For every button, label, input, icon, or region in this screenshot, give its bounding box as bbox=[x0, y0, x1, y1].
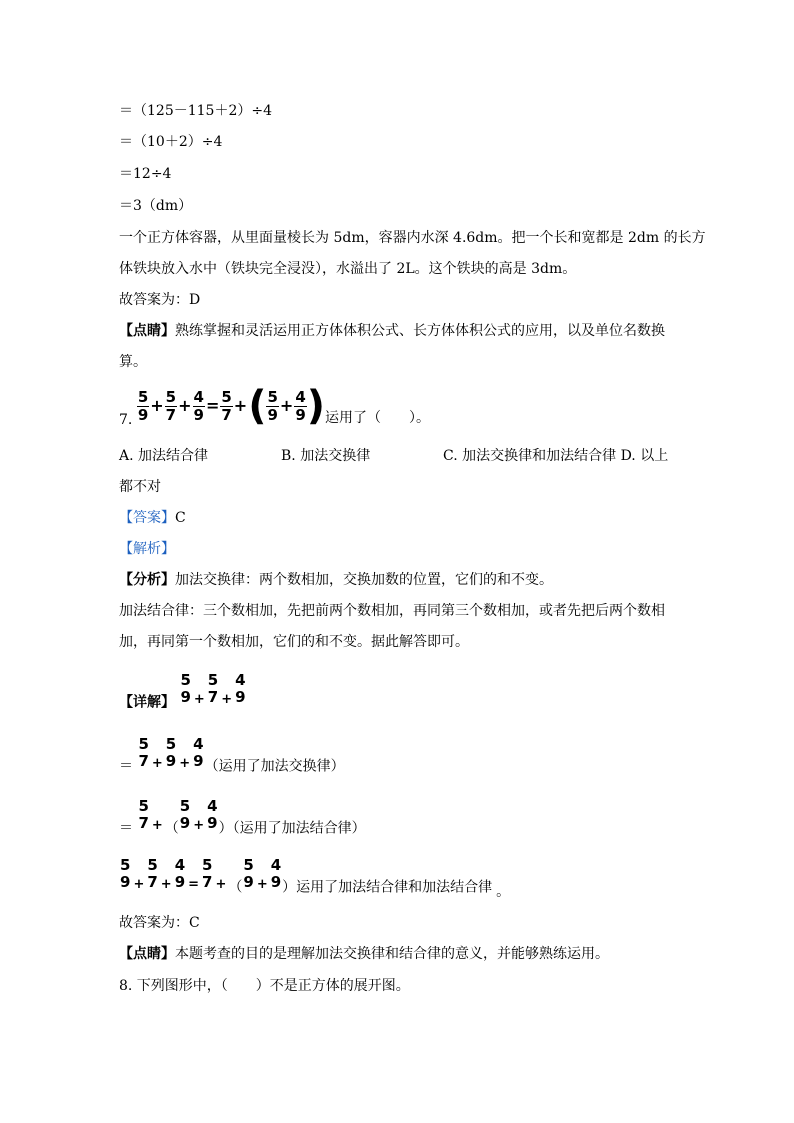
assoc-line-1: 加法结合律：三个数相加，先把前两个数相加，再同第三个数相加，或者先把后两个数相 bbox=[119, 603, 665, 619]
dianjing-text: 熟练掌握和灵活运用正方体体积公式、长方体体积公式的应用，以及单位名数换 bbox=[175, 323, 665, 339]
fraction: 4 9 bbox=[193, 735, 204, 770]
calc-line-4: ＝3（dm） bbox=[119, 198, 193, 214]
calc-line-1: ＝（125－115＋2）÷4 bbox=[119, 103, 272, 119]
fraction: 5 9 bbox=[179, 797, 191, 832]
step-2: ＝ 5 7 + （ 5 9 + 4 9 ）（运用了加法结合律） bbox=[119, 797, 366, 837]
step-2-note: （运用了加法结合律） bbox=[232, 820, 366, 837]
fraction: 5 7 bbox=[138, 735, 149, 770]
fraction: 5 7 bbox=[147, 856, 158, 891]
fraction: 5 9 bbox=[165, 735, 177, 770]
fenxi-row bbox=[119, 570, 553, 590]
dianjing-q7 bbox=[119, 944, 609, 964]
fraction: 4 9 bbox=[235, 671, 246, 706]
step-3: 5 9 + 5 7 + 4 9 = 5 7 + （ 5 9 + 4 9 ）运用了加法结合律和加法结合律 。 bbox=[120, 856, 511, 900]
analysis-tag: 【解析】 bbox=[119, 541, 175, 557]
dianjing-q6-cont: 算。 bbox=[119, 354, 147, 370]
fraction: 4 9 bbox=[270, 856, 282, 891]
explanation-line-2: 体铁块放入水中（铁块完全浸没），水溢出了 2L。这个铁块的高是 3dm。 bbox=[119, 261, 577, 277]
explanation-line-1: 一个正方体容器，从里面量棱长为 5dm，容器内水深 4.6dm。把一个长和宽都是 2dm 的长方 bbox=[119, 230, 706, 246]
dianjing-text: 本题考查的目的是理解加法交换律和结合律的意义，并能够熟练运用。 bbox=[175, 946, 609, 962]
fraction: 5 9 bbox=[120, 856, 131, 891]
conclusion-q7: 故答案为：C bbox=[119, 915, 200, 931]
fraction: 5 9 bbox=[180, 671, 191, 706]
dianjing-q6 bbox=[119, 321, 665, 341]
fraction: 5 9 bbox=[243, 856, 254, 891]
fraction: $\frac{4}{9}$ bbox=[193, 387, 204, 424]
step-3-end: 。 bbox=[496, 883, 511, 900]
option-c-d: C. 加法交换律和加法结合律 D. 以上 bbox=[443, 448, 669, 464]
question-8: 8. 下列图形中，（ ）不是正方体的展开图。 bbox=[119, 978, 410, 994]
fraction: 4 9 bbox=[207, 797, 218, 832]
answer-line-q6: 故答案为：D bbox=[119, 292, 201, 308]
question-7-equation: $\frac{5}{9}$ + $\frac{5}{7}$ + $\frac{4}{9}$ = $\frac{5}{7}$ +( $\frac{5}{9}$ + $\frac{4}{9}$ ) bbox=[137, 383, 326, 429]
step-1-note: （运用了加法交换律） bbox=[204, 758, 345, 775]
dianjing-tag: 【点睛】 bbox=[119, 946, 175, 962]
fenxi-text: 加法交换律：两个数相加，交换加数的位置，它们的和不变。 bbox=[175, 572, 553, 588]
step-3-note: 运用了加法结合律和加法结合律 bbox=[296, 879, 493, 896]
fraction: 5 7 bbox=[207, 671, 219, 706]
detail-expression: 5 9 + 5 7 + 4 9 bbox=[180, 671, 246, 707]
assoc-line-2: 加，再同第一个数相加，它们的和不变。据此解答即可。 bbox=[119, 634, 469, 650]
calc-line-2: ＝（10＋2）÷4 bbox=[119, 134, 223, 150]
fraction: 4 9 bbox=[174, 856, 186, 891]
detail-row bbox=[119, 668, 247, 724]
fraction: $\frac{4}{9}$ bbox=[295, 387, 306, 424]
option-d-cont: 都不对 bbox=[119, 479, 161, 495]
question-number: 7. bbox=[119, 412, 133, 428]
answer-value: C bbox=[175, 510, 186, 526]
answer-tag: 【答案】 bbox=[119, 510, 175, 526]
fraction: 5 7 bbox=[202, 856, 213, 891]
question-7 bbox=[119, 384, 430, 442]
option-a: A. 加法结合律 bbox=[119, 448, 209, 464]
dianjing-tag: 【点睛】 bbox=[119, 323, 175, 339]
fenxi-tag: 【分析】 bbox=[119, 572, 175, 588]
fraction: 5 7 bbox=[138, 797, 149, 832]
question-7-suffix: 运用了（ ）。 bbox=[325, 410, 431, 426]
fraction: $\frac{5}{7}$ bbox=[221, 387, 232, 424]
fraction: $\frac{5}{7}$ bbox=[165, 387, 177, 424]
calc-line-3: ＝12÷4 bbox=[119, 166, 172, 182]
answer-row bbox=[119, 508, 186, 528]
detail-tag: 【详解】 bbox=[119, 694, 175, 711]
fraction: $\frac{5}{9}$ bbox=[267, 387, 278, 424]
fraction: $\frac{5}{9}$ bbox=[137, 387, 149, 424]
option-b: B. 加法交换律 bbox=[281, 448, 371, 464]
step-1: ＝ 5 7 + 5 9 + 4 9 （运用了加法交换律） bbox=[119, 735, 345, 775]
